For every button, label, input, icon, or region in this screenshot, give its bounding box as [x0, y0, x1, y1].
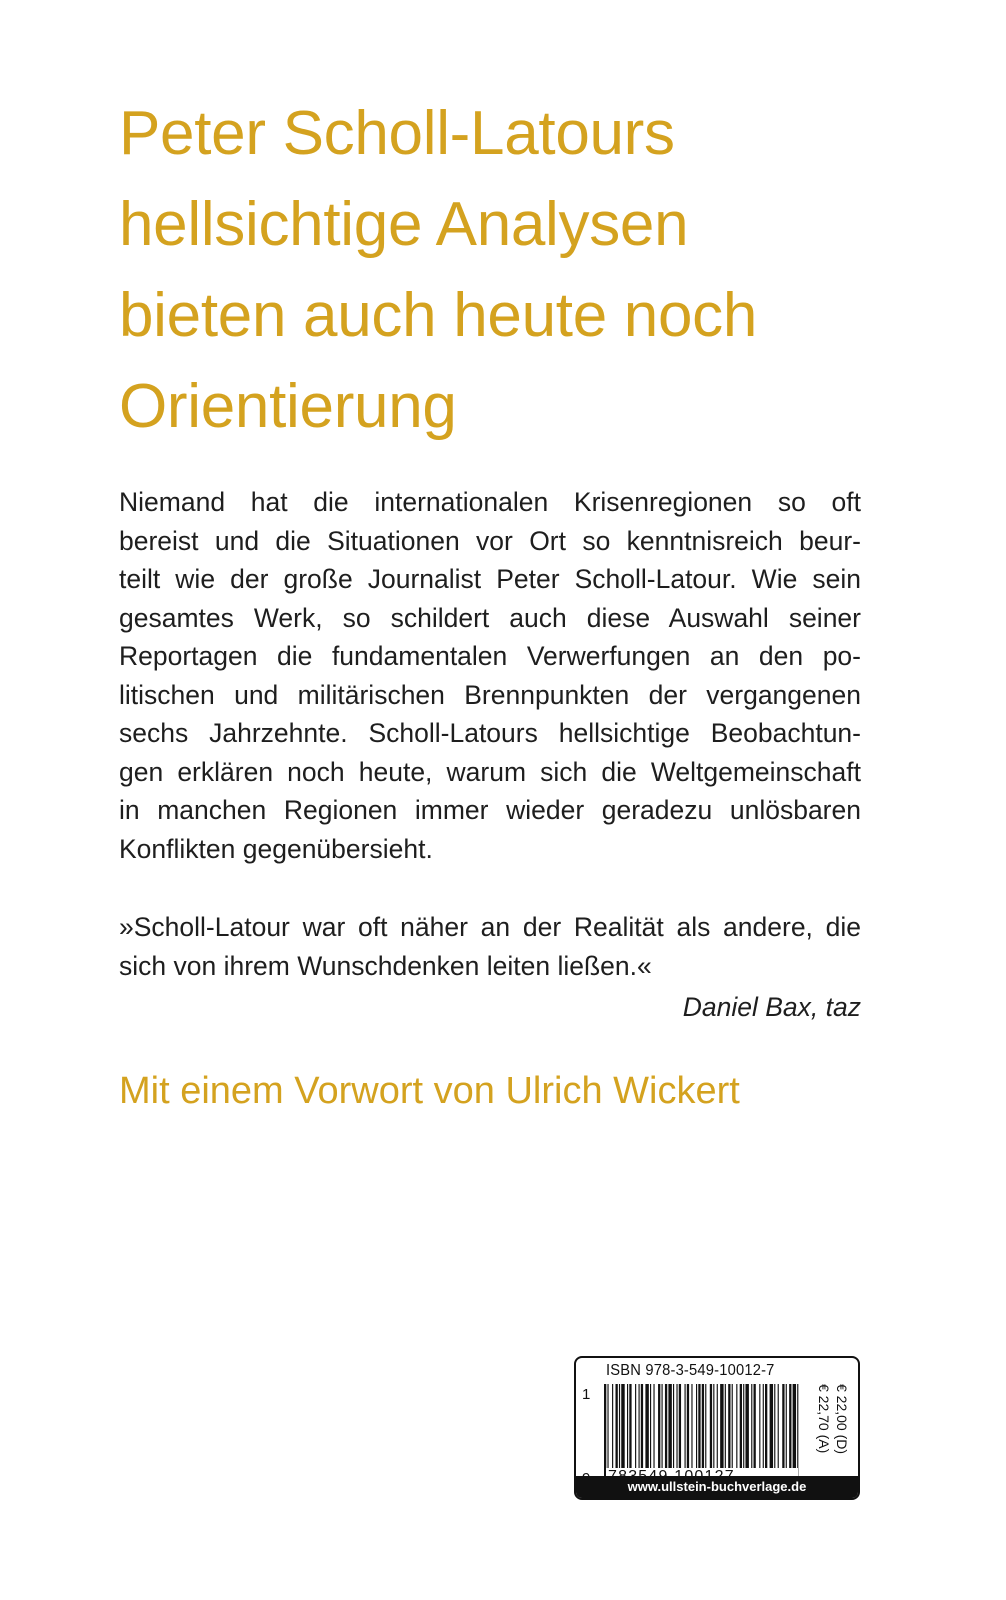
blurb-line: Reportagen die fundamentalen Verwerfungen an den po- [119, 641, 861, 671]
foreword-note: Mit einem Vorwort von Ulrich Wickert [119, 1070, 740, 1112]
barcode-lead-digit: 1 [582, 1386, 591, 1403]
headline [119, 88, 919, 452]
isbn-barcode-box [574, 1356, 860, 1500]
quote-line: »Scholl-Latour war oft näher an der Realität als andere, die [119, 912, 861, 942]
quote-line: sich von ihrem Wunschdenken leiten ließen.« [119, 950, 652, 981]
blurb-paragraph [119, 483, 861, 868]
blurb-line: gesamtes Werk, so schildert auch diese Auswahl seiner [119, 602, 861, 633]
blurb-line: sechs Jahrzehnte. Scholl-Latours hellsichtige Beobachtun- [119, 718, 861, 748]
blurb-line: Niemand hat die internationalen Krisenregionen so oft [119, 487, 861, 517]
blurb-line: in manchen Regionen immer wieder geradezu unlösbaren [119, 795, 861, 825]
isbn-label: ISBN 978-3-549-10012-7 [606, 1362, 775, 1379]
price-germany: € 22,00 (D) [834, 1384, 850, 1455]
publisher-url: www.ullstein-buchverlage.de [576, 1476, 858, 1498]
blurb-line: teilt wie der große Journalist Peter Scholl-Latour. Wie sein [119, 564, 861, 594]
quote-attribution: Daniel Bax, taz [682, 992, 861, 1022]
price-austria: € 22,70 (A) [816, 1384, 832, 1454]
blurb-line: Konflikten gegenübersieht. [119, 833, 433, 864]
press-quote [119, 908, 861, 985]
headline-line: Peter Scholl-Latours [119, 99, 675, 168]
blurb-line: bereist und die Situationen vor Ort so kenntnisreich beur- [119, 525, 861, 556]
price-column [806, 1384, 856, 1474]
blurb-line: gen erklären noch heute, warum sich die Weltgemeinschaft [119, 756, 861, 787]
headline-line: hellsichtige Analysen [119, 190, 689, 259]
blurb-line: litischen und militärischen Brennpunkten der vergangenen [119, 679, 861, 710]
headline-line: Orientierung [119, 372, 457, 441]
headline-line: bieten auch heute noch [119, 281, 758, 350]
